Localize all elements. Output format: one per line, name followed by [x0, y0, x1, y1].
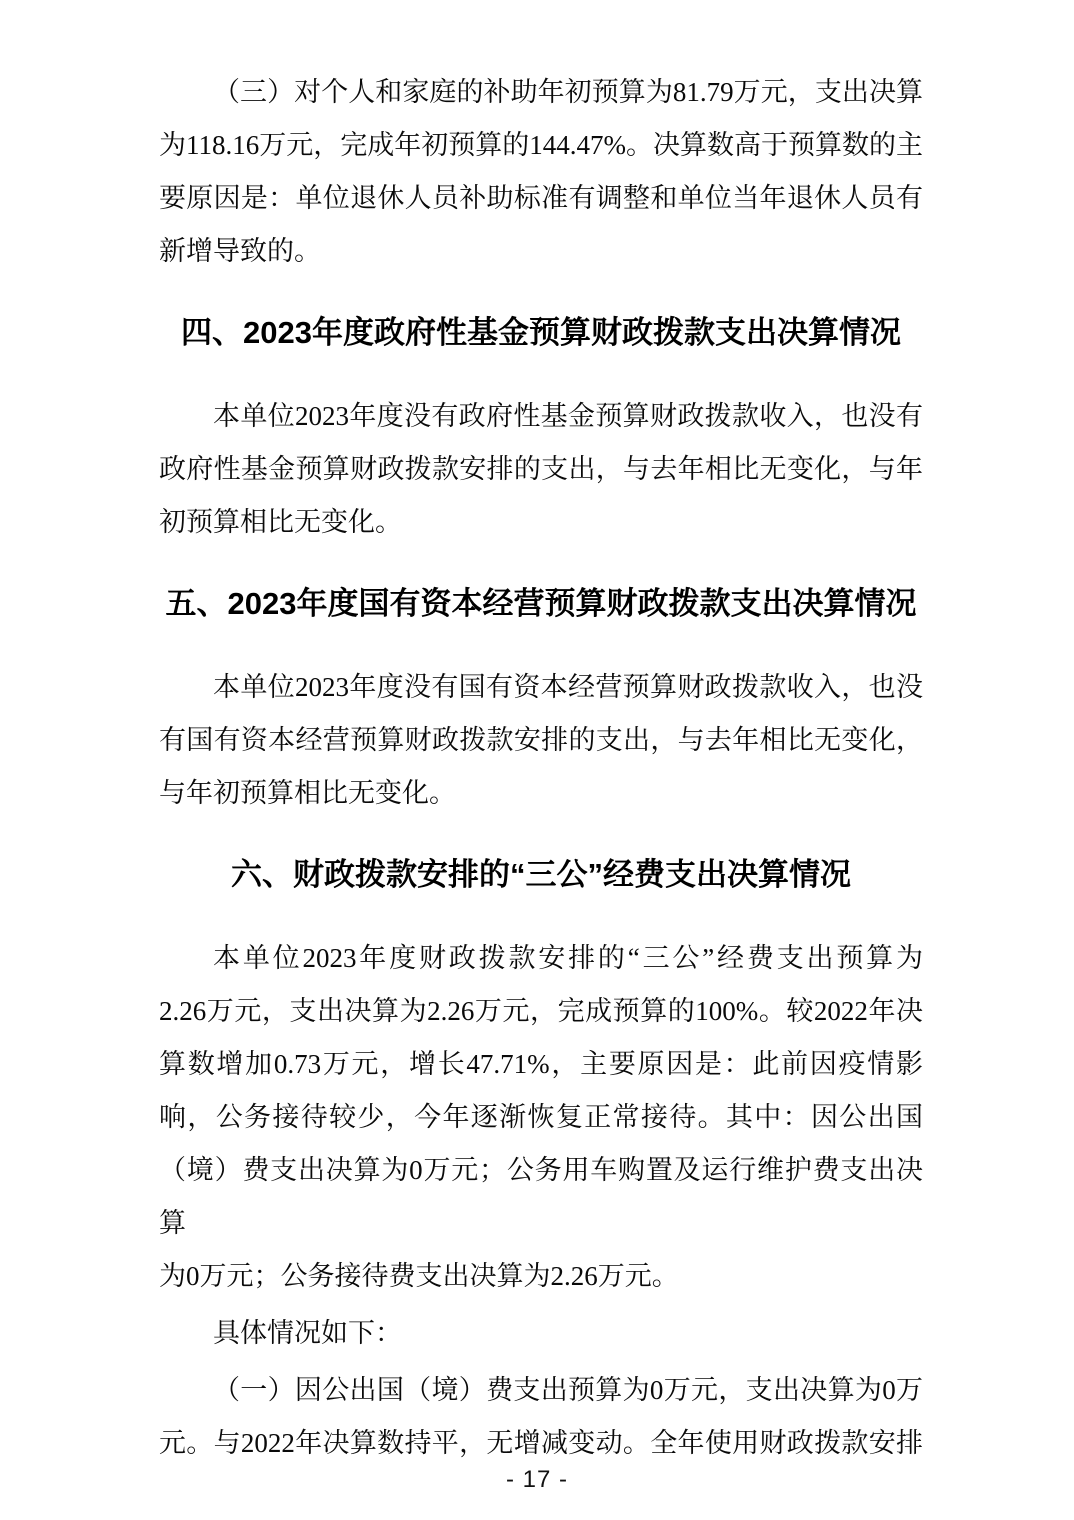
body-paragraph	[159, 66, 923, 278]
text-line: 响，公务接待较少，今年逐渐恢复正常接待。其中：因公出国	[159, 1102, 923, 1132]
text-line: 2.26万元，支出决算为2.26万元，完成预算的100%。较2022年决	[159, 996, 923, 1026]
section-heading: 四、2023年度政府性基金预算财政拨款支出决算情况	[181, 315, 901, 350]
page-number: - 17 -	[505, 1466, 568, 1493]
section-heading: 五、2023年度国有资本经营预算财政拨款支出决算情况	[165, 586, 917, 621]
body-paragraph	[159, 932, 923, 1303]
text-line: 本单位2023年度没有国有资本经营预算财政拨款收入，也没	[213, 672, 923, 702]
text-line: 有国有资本经营预算财政拨款安排的支出，与去年相比无变化，	[159, 725, 923, 755]
text-line: （三）对个人和家庭的补助年初预算为81.79万元，支出决算	[213, 77, 923, 107]
text-line: （一）因公出国（境）费支出预算为0万元，支出决算为0万	[213, 1375, 923, 1405]
body-paragraph	[159, 1364, 923, 1470]
text-line: （境）费支出决算为0万元；公务用车购置及运行维护费支出决算	[159, 1155, 923, 1238]
text-line: 初预算相比无变化。	[159, 507, 402, 537]
text-line: 本单位2023年度没有政府性基金预算财政拨款收入，也没有	[213, 401, 923, 431]
body-paragraph	[159, 661, 923, 820]
body-paragraph	[159, 1307, 923, 1360]
text-line: 与年初预算相比无变化。	[159, 778, 456, 808]
text-line: 算数增加0.73万元，增长47.71%，主要原因是：此前因疫情影	[159, 1049, 923, 1079]
text-line: 为118.16万元，完成年初预算的144.47%。决算数高于预算数的主	[159, 130, 923, 160]
section-heading: 六、财政拨款安排的“三公”经费支出决算情况	[231, 857, 851, 892]
text-line: 本单位2023年度财政拨款安排的“三公”经费支出预算为	[213, 943, 923, 973]
document-content	[159, 66, 923, 1470]
text-line: 政府性基金预算财政拨款安排的支出，与去年相比无变化，与年	[159, 454, 923, 484]
text-line: 元。与2022年决算数持平，无增减变动。全年使用财政拨款安排	[159, 1428, 923, 1458]
text-line: 要原因是：单位退休人员补助标准有调整和单位当年退休人员有	[159, 183, 923, 213]
text-line: 具体情况如下：	[213, 1318, 402, 1348]
body-paragraph	[159, 390, 923, 549]
text-line: 新增导致的。	[159, 236, 321, 266]
text-line: 为0万元；公务接待费支出决算为2.26万元。	[159, 1261, 679, 1291]
